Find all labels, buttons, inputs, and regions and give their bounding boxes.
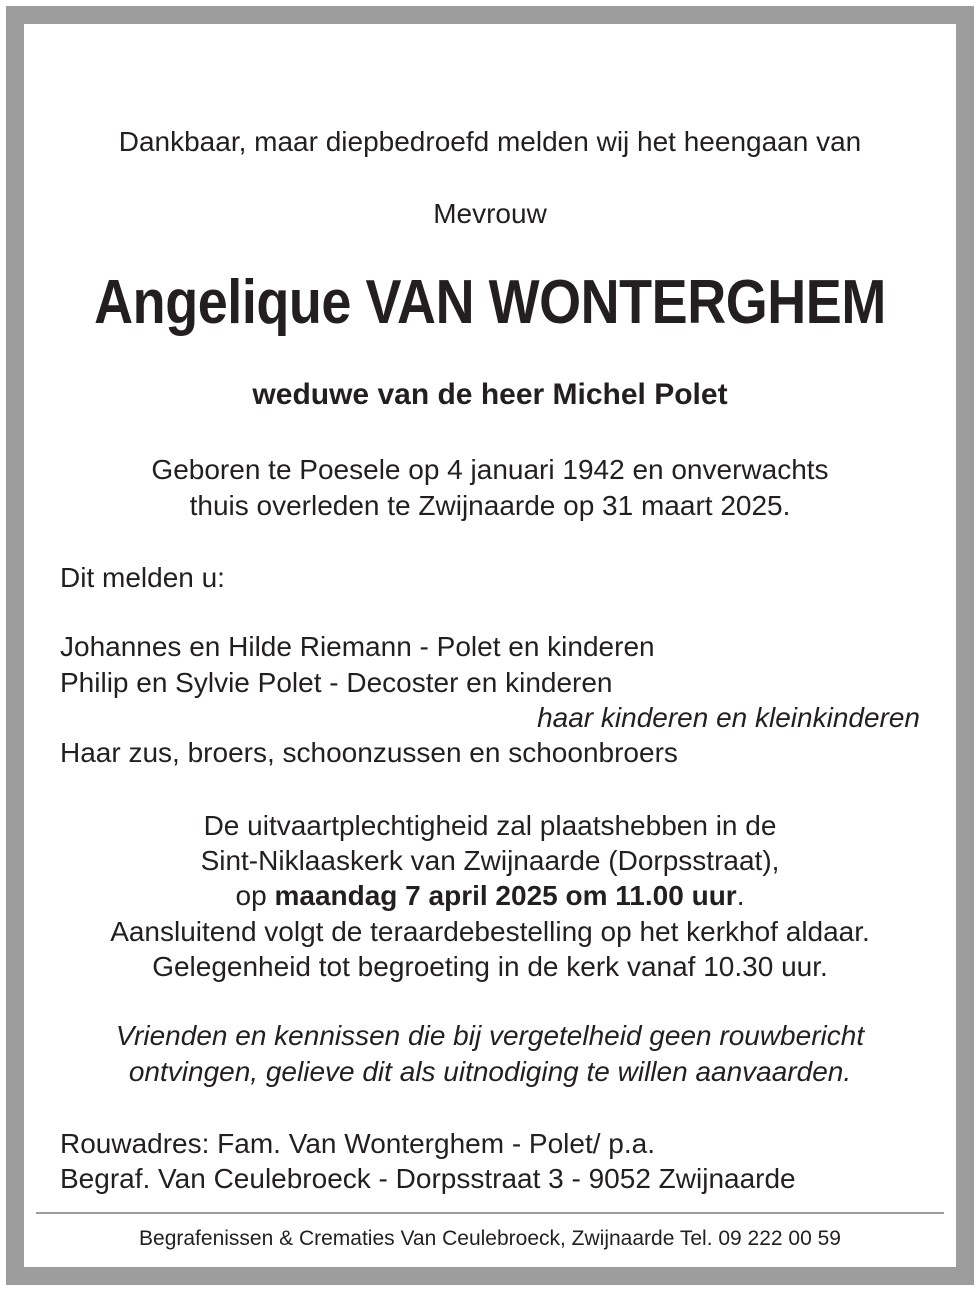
salutation: Mevrouw <box>433 198 547 229</box>
notice-line-2: ontvingen, gelieve dit als uitnodiging te willen aanvaarden. <box>128 1056 852 1087</box>
deceased-name: Angelique VAN WONTERGHEM <box>94 268 886 337</box>
ceremony-line-1: De uitvaartplechtigheid zal plaatshebben in de <box>203 810 777 841</box>
family-members-caption: haar kinderen en kleinkinderen <box>537 702 920 733</box>
family-member: Philip en Sylvie Polet - Decoster en kinderen <box>60 667 613 698</box>
ceremony-date-prefix: op <box>235 880 275 911</box>
footer-divider <box>36 1212 944 1214</box>
death-line: thuis overleden te Zwijnaarde op 31 maart 2025. <box>189 490 791 521</box>
ceremony-line-2: Sint-Niklaaskerk van Zwijnaarde (Dorpsstraat), <box>200 845 780 876</box>
notice-line-1: Vrienden en kennissen die bij vergetelheid geen rouwbericht <box>115 1020 865 1051</box>
footer-text: Begrafenissen & Crematies Van Ceulebroeck, Zwijnaarde Tel. 09 222 00 59 <box>139 1227 841 1250</box>
birth-line: Geboren te Poesele op 4 januari 1942 en onverwachts <box>151 454 829 485</box>
ceremony-line-5: Gelegenheid tot begroeting in de kerk vanaf 10.30 uur. <box>152 951 828 982</box>
family-member: Johannes en Hilde Riemann - Polet en kinderen <box>60 631 655 662</box>
intro-text: Dankbaar, maar diepbedroefd melden wij het heengaan van <box>118 126 862 157</box>
ceremony-date-line <box>0 878 980 914</box>
address-line-1: Rouwadres: Fam. Van Wonterghem - Polet/ p.a. <box>60 1128 656 1159</box>
family-heading: Dit melden u: <box>60 562 225 593</box>
ceremony-date-suffix: . <box>736 880 745 911</box>
siblings-line: Haar zus, broers, schoonzussen en schoonbroers <box>60 737 678 768</box>
relation-text: weduwe van de heer Michel Polet <box>252 378 728 411</box>
ceremony-date: maandag 7 april 2025 om 11.00 uur <box>274 880 737 911</box>
ceremony-line-4: Aansluitend volgt de teraardebestelling op het kerkhof aldaar. <box>110 916 870 947</box>
address-line-2: Begraf. Van Ceulebroeck - Dorpsstraat 3 - 9052 Zwijnaarde <box>60 1163 796 1194</box>
